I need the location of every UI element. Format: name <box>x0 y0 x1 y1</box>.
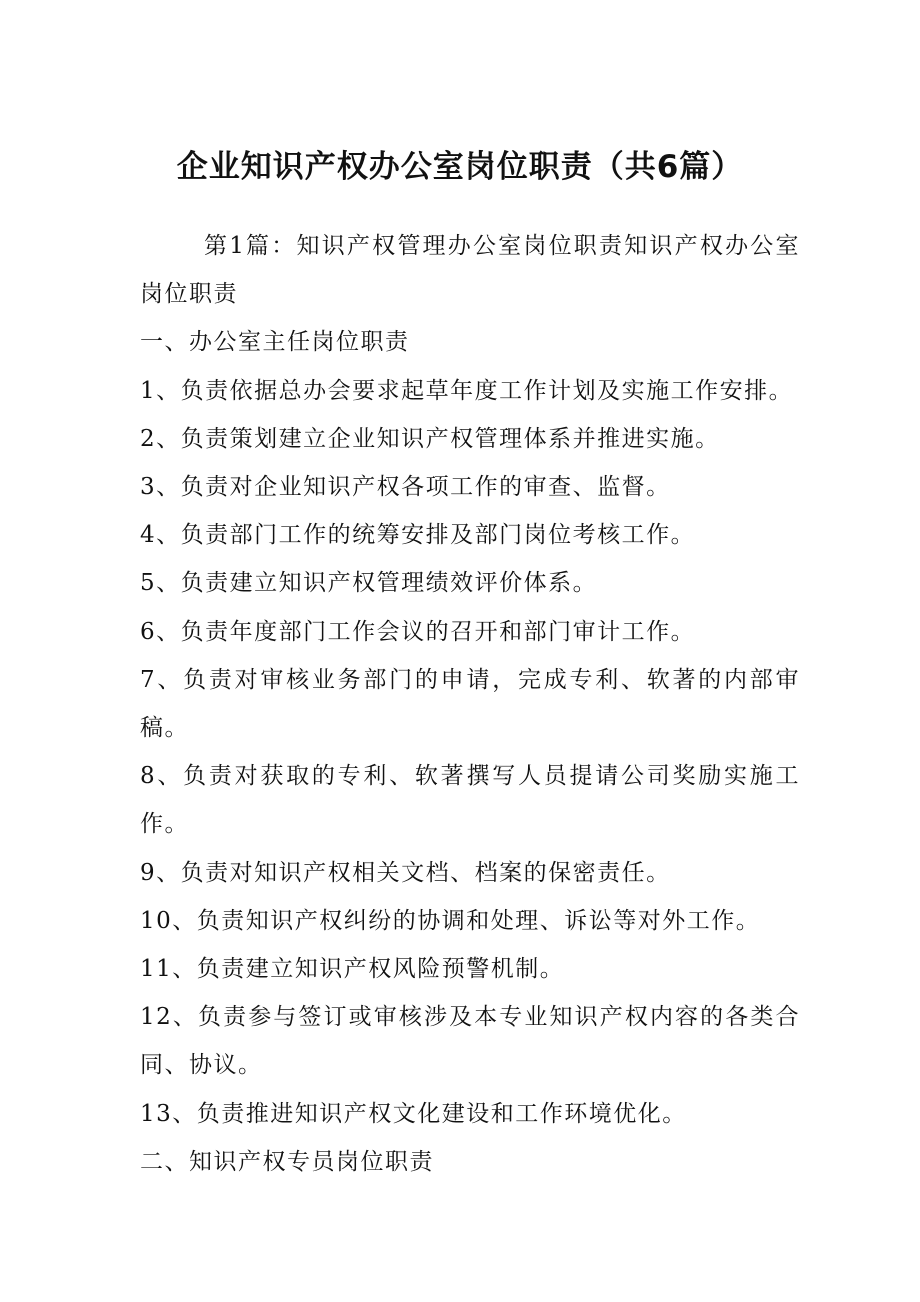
paragraph-duty-item: 11、负责建立知识产权风险预警机制。 <box>140 956 565 983</box>
paragraph-duty-item: 6、负责年度部门工作会议的召开和部门审计工作。 <box>140 618 696 645</box>
paragraph-section-heading: 二、知识产权专员岗位职责 <box>140 1148 434 1175</box>
paragraph-article-heading: 第1篇：知识产权管理办公室岗位职责知识产权办公室岗位职责 <box>140 233 800 308</box>
paragraph-duty-item: 2、负责策划建立企业知识产权管理体系并推进实施。 <box>140 425 720 452</box>
paragraph-duty-item: 13、负责推进知识产权文化建设和工作环境优化。 <box>140 1100 687 1127</box>
paragraph-duty-item: 4、负责部门工作的统筹安排及部门岗位考核工作。 <box>140 522 696 549</box>
paragraph-section-heading: 一、办公室主任岗位职责 <box>140 329 410 356</box>
paragraph-duty-item: 8、负责对获取的专利、软著撰写人员提请公司奖励实施工作。 <box>140 763 800 838</box>
document-body <box>140 222 800 1186</box>
paragraph-duty-item: 5、负责建立知识产权管理绩效评价体系。 <box>140 570 598 597</box>
paragraph-duty-item: 7、负责对审核业务部门的申请，完成专利、软著的内部审稿。 <box>140 666 800 742</box>
paragraph-duty-item: 1、负责依据总办会要求起草年度工作计划及实施工作安排。 <box>140 377 794 404</box>
paragraph-duty-item: 9、负责对知识产权相关文档、档案的保密责任。 <box>140 859 671 886</box>
document-title: 企业知识产权办公室岗位职责（共6篇） <box>176 149 744 185</box>
paragraph-duty-item: 10、负责知识产权纠纷的协调和处理、诉讼等对外工作。 <box>140 907 761 934</box>
paragraph-duty-item: 12、负责参与签订或审核涉及本专业知识产权内容的各类合同、协议。 <box>140 1004 800 1079</box>
paragraph-duty-item: 3、负责对企业知识产权各项工作的审查、监督。 <box>140 474 671 501</box>
